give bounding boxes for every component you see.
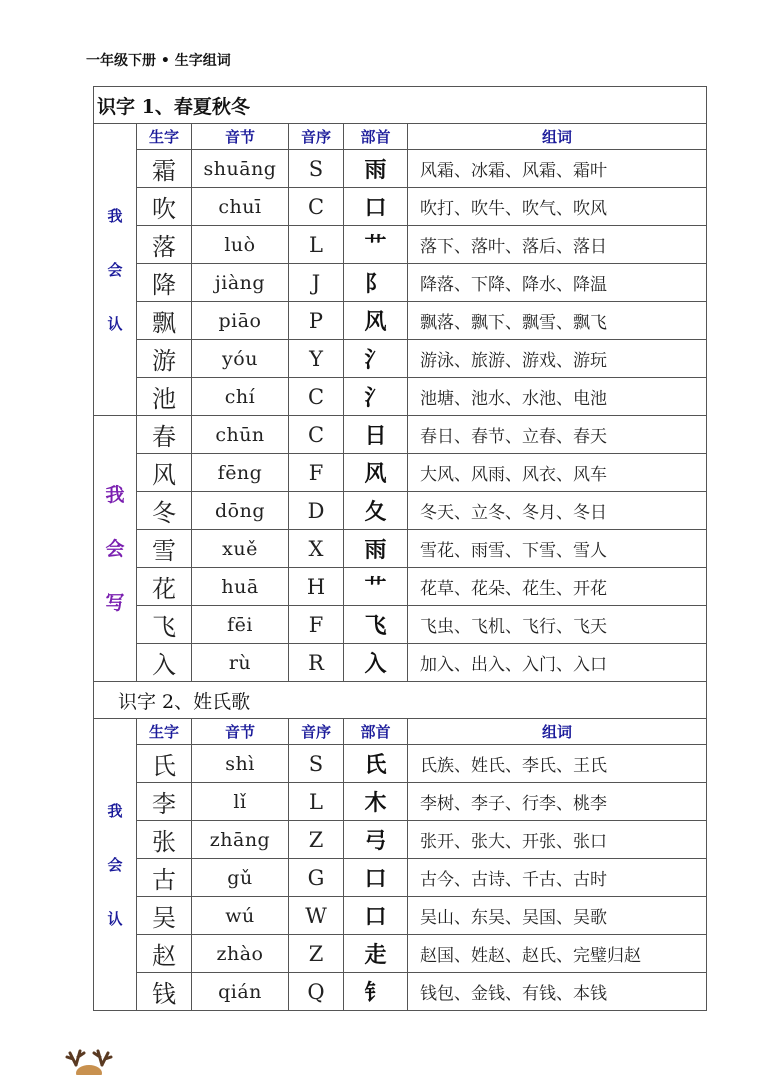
cell-radical: 弓 xyxy=(344,821,408,859)
cell-words: 钱包、金钱、有钱、本钱 xyxy=(408,973,707,1011)
cell-words: 吴山、东吴、吴国、吴歌 xyxy=(408,897,707,935)
cell-letter: S xyxy=(289,150,344,188)
cell-pinyin: dōng xyxy=(192,492,289,530)
cell-letter: D xyxy=(289,492,344,530)
cell-char: 飞 xyxy=(137,606,192,644)
cell-pinyin: chí xyxy=(192,378,289,416)
cell-radical: 雨 xyxy=(344,530,408,568)
cell-words: 飘落、飘下、飘雪、飘飞 xyxy=(408,302,707,340)
cell-radical: 口 xyxy=(344,859,408,897)
cell-char: 李 xyxy=(137,783,192,821)
cell-letter: G xyxy=(289,859,344,897)
table-row xyxy=(94,340,707,378)
cell-words: 落下、落叶、落后、落日 xyxy=(408,226,707,264)
cell-words: 氏族、姓氏、李氏、王氏 xyxy=(408,745,707,783)
cell-letter: Y xyxy=(289,340,344,378)
cell-letter: H xyxy=(289,568,344,606)
group-label-char: 我 xyxy=(105,483,125,506)
column-header-row xyxy=(94,124,707,150)
cell-letter: P xyxy=(289,302,344,340)
cell-char: 池 xyxy=(137,378,192,416)
group-label xyxy=(94,124,137,416)
cell-radical: 钅 xyxy=(344,973,408,1011)
cell-char: 风 xyxy=(137,454,192,492)
cell-pinyin: gǔ xyxy=(192,859,289,897)
cell-pinyin: lǐ xyxy=(192,783,289,821)
cell-char: 霜 xyxy=(137,150,192,188)
cell-char: 古 xyxy=(137,859,192,897)
cell-words: 飞虫、飞机、飞行、飞天 xyxy=(408,606,707,644)
cell-char: 飘 xyxy=(137,302,192,340)
cell-words: 游泳、旅游、游戏、游玩 xyxy=(408,340,707,378)
table-row xyxy=(94,492,707,530)
cell-pinyin: qián xyxy=(192,973,289,1011)
table-row xyxy=(94,454,707,492)
cell-pinyin: fēng xyxy=(192,454,289,492)
cell-words: 降落、下降、降水、降温 xyxy=(408,264,707,302)
cell-letter: L xyxy=(289,226,344,264)
cell-char: 赵 xyxy=(137,935,192,973)
cell-letter: C xyxy=(289,378,344,416)
cell-radical: 日 xyxy=(344,416,408,454)
cell-pinyin: fēi xyxy=(192,606,289,644)
table-row xyxy=(94,568,707,606)
cell-char: 冬 xyxy=(137,492,192,530)
column-header-pinyin: 音节 xyxy=(192,719,289,745)
section-title: 识字 1、春夏秋冬 xyxy=(94,87,707,124)
table-row xyxy=(94,264,707,302)
cell-char: 降 xyxy=(137,264,192,302)
group-label-char: 认 xyxy=(107,909,123,928)
cell-letter: F xyxy=(289,454,344,492)
cell-char: 吴 xyxy=(137,897,192,935)
cell-radical: 风 xyxy=(344,302,408,340)
cell-char: 张 xyxy=(137,821,192,859)
cell-pinyin: shì xyxy=(192,745,289,783)
table-row xyxy=(94,859,707,897)
table-row xyxy=(94,150,707,188)
cell-letter: Z xyxy=(289,935,344,973)
cell-radical: 雨 xyxy=(344,150,408,188)
cell-letter: L xyxy=(289,783,344,821)
table-row xyxy=(94,188,707,226)
cell-letter: X xyxy=(289,530,344,568)
cell-words: 雪花、雨雪、下雪、雪人 xyxy=(408,530,707,568)
cell-pinyin: wú xyxy=(192,897,289,935)
table-row xyxy=(94,530,707,568)
group-label-char: 会 xyxy=(105,537,125,560)
page-header-title: 一年级下册 • 生字组词 xyxy=(86,53,231,69)
cell-pinyin: rù xyxy=(192,644,289,682)
cell-pinyin: yóu xyxy=(192,340,289,378)
table-row xyxy=(94,378,707,416)
cell-char: 吹 xyxy=(137,188,192,226)
column-header-letter: 音序 xyxy=(289,124,344,150)
cell-radical: 入 xyxy=(344,644,408,682)
cell-radical: 夂 xyxy=(344,492,408,530)
cell-radical: 口 xyxy=(344,188,408,226)
group-label xyxy=(94,719,137,1011)
cell-letter: Q xyxy=(289,973,344,1011)
cell-radical: 木 xyxy=(344,783,408,821)
cell-words: 吹打、吹牛、吹气、吹风 xyxy=(408,188,707,226)
cell-pinyin: zhào xyxy=(192,935,289,973)
cell-char: 入 xyxy=(137,644,192,682)
cell-char: 游 xyxy=(137,340,192,378)
cell-radical: 艹 xyxy=(344,226,408,264)
table-row xyxy=(94,783,707,821)
table-row xyxy=(94,226,707,264)
cell-words: 加入、出入、入门、入口 xyxy=(408,644,707,682)
group-label-char: 会 xyxy=(107,855,123,874)
cell-pinyin: piāo xyxy=(192,302,289,340)
column-header-radical: 部首 xyxy=(344,719,408,745)
cell-radical: 艹 xyxy=(344,568,408,606)
cell-radical: 氵 xyxy=(344,340,408,378)
cell-words: 花草、花朵、花生、开花 xyxy=(408,568,707,606)
cell-letter: W xyxy=(289,897,344,935)
cell-words: 春日、春节、立春、春天 xyxy=(408,416,707,454)
cell-char: 春 xyxy=(137,416,192,454)
cell-radical: 走 xyxy=(344,935,408,973)
cell-pinyin: huā xyxy=(192,568,289,606)
cell-pinyin: shuāng xyxy=(192,150,289,188)
cell-words: 赵国、姓赵、赵氏、完璧归赵 xyxy=(408,935,707,973)
cell-char: 雪 xyxy=(137,530,192,568)
column-header-pinyin: 音节 xyxy=(192,124,289,150)
cell-words: 风霜、冰霜、风霜、霜叶 xyxy=(408,150,707,188)
cell-letter: C xyxy=(289,416,344,454)
cell-radical: 氵 xyxy=(344,378,408,416)
cell-radical: 风 xyxy=(344,454,408,492)
group-label xyxy=(94,416,137,682)
column-header-radical: 部首 xyxy=(344,124,408,150)
cell-pinyin: zhāng xyxy=(192,821,289,859)
group-label-char: 我 xyxy=(107,206,123,225)
cell-letter: F xyxy=(289,606,344,644)
cell-radical: 飞 xyxy=(344,606,408,644)
table-row xyxy=(94,935,707,973)
cell-pinyin: chūn xyxy=(192,416,289,454)
cell-words: 李树、李子、行李、桃李 xyxy=(408,783,707,821)
table-row xyxy=(94,416,707,454)
group-label-char: 会 xyxy=(107,260,123,279)
column-header-row xyxy=(94,719,707,745)
cell-letter: S xyxy=(289,745,344,783)
column-header-char: 生字 xyxy=(137,124,192,150)
column-header-letter: 音序 xyxy=(289,719,344,745)
column-header-words: 组词 xyxy=(408,719,707,745)
cell-pinyin: chuī xyxy=(192,188,289,226)
cell-letter: Z xyxy=(289,821,344,859)
table-row xyxy=(94,644,707,682)
cell-radical: 阝 xyxy=(344,264,408,302)
cell-pinyin: xuě xyxy=(192,530,289,568)
cell-char: 钱 xyxy=(137,973,192,1011)
table-row xyxy=(94,745,707,783)
section-title: 识字 2、姓氏歌 xyxy=(94,682,707,719)
group-label-char: 我 xyxy=(107,801,123,820)
cell-words: 张开、张大、开张、张口 xyxy=(408,821,707,859)
cell-pinyin: jiàng xyxy=(192,264,289,302)
cell-char: 落 xyxy=(137,226,192,264)
cell-pinyin: luò xyxy=(192,226,289,264)
cell-words: 大风、风雨、风衣、风车 xyxy=(408,454,707,492)
cell-words: 古今、古诗、千古、古时 xyxy=(408,859,707,897)
column-header-char: 生字 xyxy=(137,719,192,745)
cell-char: 氏 xyxy=(137,745,192,783)
vocab-table xyxy=(93,86,707,1011)
table-row xyxy=(94,821,707,859)
table-row xyxy=(94,973,707,1011)
table-row xyxy=(94,302,707,340)
cell-letter: R xyxy=(289,644,344,682)
column-header-words: 组词 xyxy=(408,124,707,150)
cell-char: 花 xyxy=(137,568,192,606)
cell-words: 冬天、立冬、冬月、冬日 xyxy=(408,492,707,530)
group-label-char: 认 xyxy=(107,314,123,333)
cell-radical: 氏 xyxy=(344,745,408,783)
group-label-char: 写 xyxy=(105,591,125,614)
table-row xyxy=(94,897,707,935)
cell-letter: C xyxy=(289,188,344,226)
table-row xyxy=(94,606,707,644)
cell-radical: 口 xyxy=(344,897,408,935)
cell-letter: J xyxy=(289,264,344,302)
cell-words: 池塘、池水、水池、电池 xyxy=(408,378,707,416)
